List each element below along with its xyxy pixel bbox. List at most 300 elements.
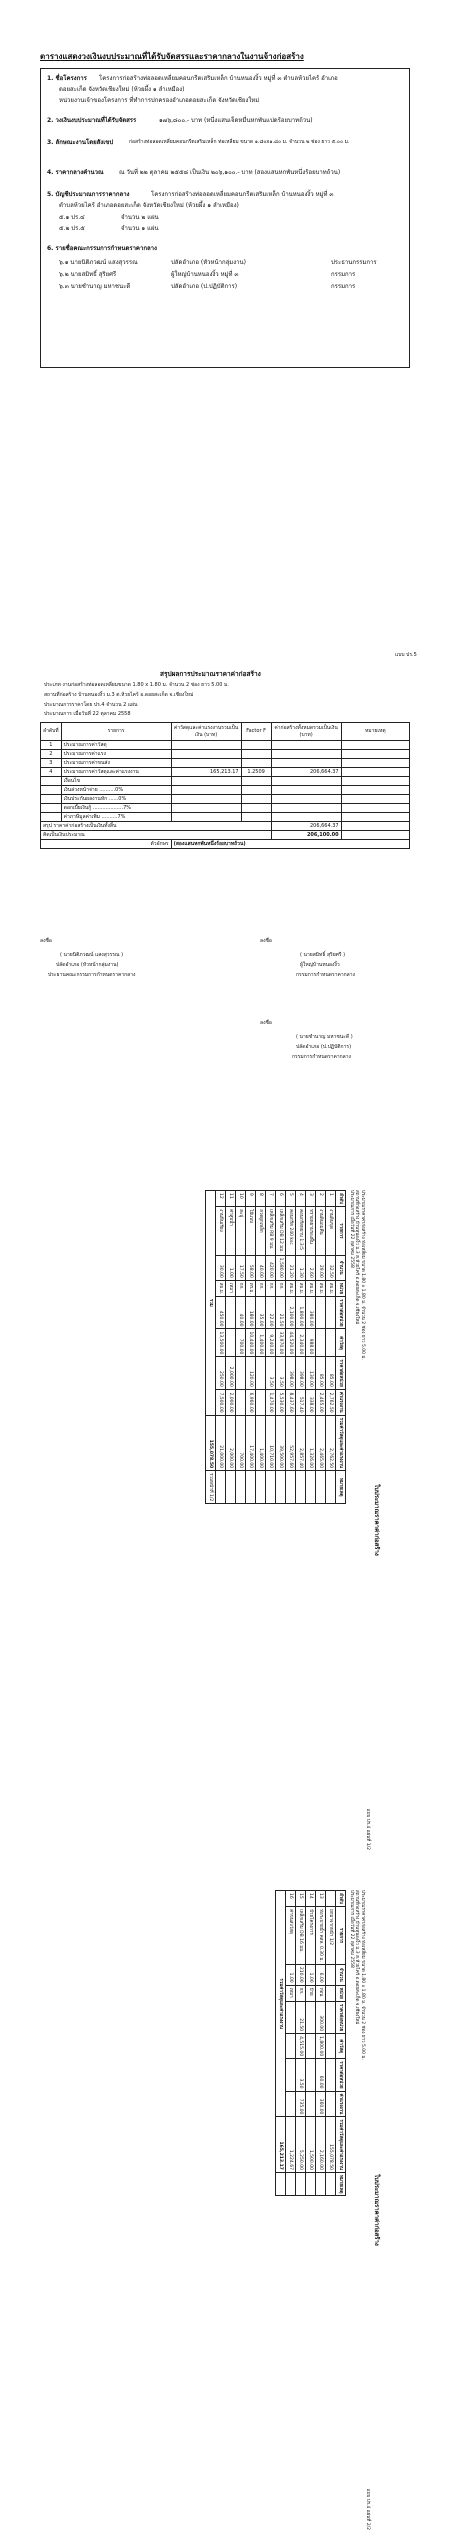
s1-text3: หน่วยงานเจ้าของโครงการ ที่ทำการปกครองอำเภอดอยสะเก็ด จังหวัดเชียงใหม่ [59,97,260,104]
table-cell [326,2091,336,2117]
sig1-name: ( นายนิติภวฒน์ แสงสุวรรณ ) [60,952,124,958]
table-cell [316,1297,326,1329]
s1-text: โครงการก่อสร้างท่อลอดเหลี่ยมคอนกรีตเสริมเหล็ก บ้านหนองงิ้ว หมู่ที่ ๓ ตำบลห้วยไคร้ อำเภอ [99,75,338,82]
table-cell: คอนกรีตหยาบ 1:3:5 [296,1207,306,1256]
header-cell: ราคาต่อหน่วย [336,1297,346,1329]
header-cell: ค่าแรงงาน [336,2091,346,2117]
table-cell: งานดินถมคืน [316,1207,326,1256]
table-cell: 8,437.60 [286,1389,296,1415]
table-cell: 5,250.00 [296,2117,306,2173]
table-cell: ลบ.ม. [306,1280,316,1296]
table-cell: 17,400.00 [246,1415,256,1471]
table-cell: 9,240.00 [266,1329,276,1357]
table-cell: ตร.ม. [246,1280,256,1296]
committee-2-position: กรรมการ [331,271,356,278]
estimate-header-1: ประมาณราคาค่าก่อสร้าง ท่อเหลี่ยม ขนาด 1.80 x 1.80 ม. จำนวน 2 ช่อง ยาว 5.00 ม. [359,1890,365,2060]
table-cell [306,2034,316,2059]
table-cell: 10,710.00 [266,1415,276,1471]
table-cell [326,1329,336,1357]
table-row [266,1191,276,1504]
table-cell: 700.00 [236,1415,246,1471]
header-cell: ค่าแรงงาน [336,1389,346,1415]
table-cell: ป้าย [306,1985,316,2001]
table-cell: 7 [266,1191,276,1207]
table-cell [246,1471,256,1504]
cell-note [341,750,409,759]
s5-b-count: จำนวน ๑ แผ่น [121,225,159,232]
table-cell [286,1471,296,1504]
estimate-header-2: สถานที่ก่อสร้าง บ้านหนองงิ้ว ม.3 ต.ห้วยไคร้ อ.ดอยสะเก็ด จ.เชียงใหม่ [354,1190,360,1325]
header-cell: ลำดับ [336,1891,346,1907]
table-cell: ลบ.ม. [316,1280,326,1296]
sig3-name: ( นายชำนาญ มหาชนะดี ) [296,1034,353,1040]
s4-text: ณ วันที่ ๒๒ ตุลาคม ๒๕๕๘ เป็นเงิน ๒๐๖,๑๐๐.- บาท (สองแสนหกพันหนึ่งร้อยบาทถ้วน) [119,169,341,176]
table-row [41,795,410,804]
sign-prefix: ลงชื่อ [260,1020,272,1026]
table-cell [256,1471,266,1504]
header-cell: หมายเหตุ [336,1471,346,1504]
table-header-row [336,1191,346,1504]
table-cell: 21.20 [286,1255,296,1280]
table-cell: 1.30 [296,1255,306,1280]
page-title: ตารางแสดงวงเงินงบประมาณที่ได้รับจัดสรรและราคากลางในงานจ้างก่อสร้าง [40,52,304,61]
word-label: ตัวอักษร [41,840,172,849]
table-cell: 2,762.50 [326,1389,336,1415]
committee-2-role: ผู้ใหญ่บ้านหนองงิ้ว หมู่ที่ ๓ [171,271,239,278]
table-cell [296,1471,306,1504]
table-cell: 1,800.00 [316,2034,326,2059]
table-cell: 3.50 [276,1357,286,1389]
table-cell: 398.00 [286,1357,296,1389]
s2-label: 2. วงเงินงบประมาณที่ได้รับจัดสรร [47,117,137,124]
estimate-header-1: ประมาณราคาค่าก่อสร้าง ท่อเหลี่ยม ขนาด 1.80 x 1.80 ม. จำนวน 2 ช่อง ยาว 5.00 ม. [359,1190,365,1360]
table-cell: 130.00 [306,1357,316,1389]
table-row [41,813,410,822]
table-cell: ยกมาจากหน้า 1/2 [326,1907,336,1965]
total-label: รวม [206,1191,216,1416]
cell-no: 2 [41,750,62,759]
table-cell: 40.00 [236,1297,246,1329]
committee-2-name: ๖.๒ นายสมิทธิ์ สุริยศรี [59,271,117,278]
sig3-role: ปลัดอำเภอ (ป.ปฏิบัติการ) [296,1044,352,1050]
table-cell [326,1985,336,2001]
table-cell: 17.50 [236,1255,246,1280]
table-cell: 300.00 [316,2001,326,2033]
table-cell [326,1964,336,1985]
table-cell: 988.00 [306,1329,316,1357]
s5-text: โครงการก่อสร้างท่อลอดเหลี่ยมคอนกรีตเสริมเหล็ก บ้านหนองงิ้ว หมู่ที่ ๓ [151,191,334,198]
table-cell: เหล็กเสริม DB 16 มม. [296,1907,306,1965]
cell-cost [171,759,241,768]
table-row [286,1191,296,1504]
table-cell: ทรายหยาบรองพื้น [306,1207,316,1256]
cell-factor: 1.2509 [241,768,271,777]
table-cell: 1 [326,1191,336,1207]
cell-no: 3 [41,759,62,768]
committee-1-name: ๖.๑ นายนิติภวฒน์ แสงสุวรรณ [59,259,138,266]
table-cell: 16 [286,1891,296,1907]
page-estimate-sheet-2 [0,1880,450,2546]
table-cell: 29.00 [316,1255,326,1280]
table-cell: 3.50 [266,1357,276,1389]
table-cell: ลบ.ม. [296,1280,306,1296]
table-cell: 12 [216,1191,226,1207]
table-cell: 3.50 [296,2059,306,2091]
summary-table [40,722,410,849]
committee-1-position: ประธานกรรมการ [331,259,377,266]
table-cell [256,1357,266,1389]
total-row [276,1891,286,2196]
header-cell: ค่าวัสดุและค่าแรงงานรวมเป็นเงิน (บาท) [171,723,241,741]
table-row [41,804,410,813]
table-cell: 5,530.00 [276,1389,286,1415]
estimate-header-2: สถานที่ก่อสร้าง บ้านหนองงิ้ว ม.3 ต.ห้วยไคร้ อ.ดอยสะเก็ด จ.เชียงใหม่ [354,1890,360,2025]
table-cell [236,1471,246,1504]
total-value: 155,078.50 [206,1415,216,1471]
s1-text2: ดอยสะเก็ด จังหวัดเชียงใหม่ (ห้วยผึ้ง ๑ ลำเหมือง) [59,86,185,93]
table-cell: 10,440.00 [246,1329,256,1357]
table-cell: 735.00 [296,2091,306,2117]
header-cell: ลำดับที่ [41,723,62,741]
summary-box [40,68,410,368]
table-cell: ท่อระบายน้ำ คสล. 0.30 ม. [316,1907,326,1965]
summary-line-1: ประเภท งานก่อสร้างท่อลอดเหลี่ยมขนาด 1.80 x 1.80 ม. จำนวน 2 ช่อง ยาว 5.00 ม. [44,682,229,688]
s4-label: 4. ราคากลางคำนวณ [47,169,104,176]
table-cell [326,2172,336,2196]
table-cell: 1.00 [286,1964,296,1985]
table-cell: 13,500.00 [216,1329,226,1357]
cell-cost [171,750,241,759]
word-value: (สองแสนหกพันหนึ่งร้อยบาทถ้วน) [171,840,409,849]
sum-value: 206,664.37 [271,822,341,831]
table-cell: 1,580.00 [276,1255,286,1280]
table-cell: ป้ายโครงการ [306,1907,316,1965]
sig1-role: ปลัดอำเภอ (หัวหน้ากลุ่มงาน) [56,962,119,968]
table-row [296,1191,306,1504]
table-cell: ตะปู [236,1207,246,1256]
estimate-table-2 [275,1890,346,2196]
table-cell: 21.50 [276,1297,286,1329]
table-cell: 180.00 [246,1297,256,1329]
header-cell: ราคาต่อหน่วย [336,2001,346,2033]
cell-total [271,741,341,750]
table-cell: 1,400.00 [256,1415,266,1471]
table-cell: ค่าสูบน้ำ [226,1207,236,1256]
header-cell: ราคาต่อหน่วย [336,1357,346,1389]
header-cell: รายการ [336,1907,346,1965]
header-cell: Factor F [241,723,271,741]
table-cell: 21.50 [296,2001,306,2033]
table-cell: 2,160.00 [316,2117,326,2173]
cell-factor [241,750,271,759]
cell-extra: เงินล่วงหน้าจ่าย ..........0% [61,786,171,795]
table-cell: 4 [296,1191,306,1207]
table-cell: 2 [316,1191,326,1207]
table-cell [216,1471,226,1504]
table-cell: 2,000.00 [226,1357,236,1389]
sign-prefix: ลงชื่อ [260,938,272,944]
table-cell [326,1471,336,1504]
table-cell: 15 [296,1891,306,1907]
table-cell [326,1297,336,1329]
summary-line-4: ประมาณการ เมื่อวันที่ 22 ตุลาคม 2558 [44,711,131,717]
table-cell [286,2034,296,2059]
table-cell: 1,326.00 [306,1415,316,1471]
table-cell: 420.00 [266,1255,276,1280]
table-cell: ลบ.ม. [286,1280,296,1296]
total-note: รวมหน้าที่ 1/2 [206,1471,216,1504]
table-row [316,1891,326,2196]
table-cell: 338.00 [306,1389,316,1415]
table-row [41,750,410,759]
table-cell [226,1329,236,1357]
cell-total [271,759,341,768]
table-cell [306,2059,316,2091]
table-cell: 2,857.40 [296,1415,306,1471]
table-row [41,741,410,750]
table-cell [316,2172,326,2196]
table-cell: งานหินเรียง [216,1207,226,1256]
s5-a-count: จำนวน ๒ แผ่น [121,214,159,221]
table-cell: 450.00 [216,1297,226,1329]
table-cell: 35.00 [256,1297,266,1329]
table-cell [286,2172,296,2196]
table-row [296,1891,306,2196]
cell-cost [171,741,241,750]
table-cell: 2,100.00 [286,1297,296,1329]
table-cell [296,2172,306,2196]
table-cell: 1,224.67 [286,2117,296,2173]
s5-text2: ตำบลห้วยไคร้ อำเภอดอยสะเก็ด จังหวัดเชียงใหม่ (ห้วยผึ้ง ๑ ลำเหมือง) [59,202,239,209]
total-row [206,1191,216,1504]
s3-label: 3. ลักษณะงานโดยสังเขป [47,139,114,146]
header-cell: จำนวน [336,1964,346,1985]
page-committee-summary [0,0,450,640]
table-cell: กก. [276,1280,286,1296]
sig1-position: ประธานคณะกรรมการกำหนดราคากลาง [48,972,136,978]
page-cost-summary [0,648,450,1168]
header-cell: หน่วย [336,1985,346,2001]
sig3-position: กรรมการกำหนดราคากลาง [292,1054,351,1060]
table-cell: กก. [296,1985,306,2001]
table-cell: กก. [236,1280,246,1296]
table-cell: 6,960.00 [246,1389,256,1415]
header-cell: หมายเหตุ [336,2172,346,2196]
header-cell: ค่าก่อสร้างทั้งหมดรวมเป็นเงิน (บาท) [271,723,341,741]
estimate-table-1 [205,1190,346,1504]
table-cell: 39,500.00 [276,1415,286,1471]
final-label: คิดเป็นเงินประมาณ [41,831,272,840]
table-cell [276,1471,286,1504]
table-row [286,1891,296,2196]
cell-total: 206,664.37 [271,768,341,777]
table-cell: 3 [306,1191,316,1207]
header-cell: จำนวน [336,1255,346,1280]
table-cell: 1,470.00 [266,1389,276,1415]
table-cell: 9 [246,1191,256,1207]
table-cell: 360.00 [316,2091,326,2117]
table-cell: ท่อน [316,1985,326,2001]
table-cell: 2,000.00 [226,1415,236,1471]
table-cell: เหมา [286,1985,296,2001]
table-cell: 1,400.00 [256,1329,266,1357]
committee-3-position: กรรมการ [331,283,356,290]
committee-1-role: ปลัดอำเภอ (หัวหน้ากลุ่มงาน) [171,259,246,266]
table-cell: 44,520.00 [286,1329,296,1357]
table-cell: 120.00 [246,1357,256,1389]
table-cell: เหมา [226,1280,236,1296]
table-row [41,840,410,849]
cell-extra: เงินประกันผลงานหัก ......0% [61,795,171,804]
table-cell [316,1329,326,1357]
table-cell: 2,000.00 [226,1389,236,1415]
cell-no: 1 [41,741,62,750]
header-cell: รายการ [61,723,171,741]
table-header-row [41,723,410,741]
table-row [41,831,410,840]
table-cell: 13 [316,1891,326,1907]
table-cell: 10 [236,1191,246,1207]
summary-line-3: ประมาณการราคาโดย ปร.4 จำนวน 2 แผ่น [44,702,138,708]
table-row [256,1191,266,1504]
header-cell: ค่าวัสดุ [336,1329,346,1357]
table-cell: 2.60 [306,1255,316,1280]
table-cell [286,2091,296,2117]
table-cell: 380.00 [306,1297,316,1329]
sign-prefix: ลงชื่อ [40,938,52,944]
cell-no: 4 [41,768,62,777]
table-cell: ค่าขนส่งวัสดุ [286,1907,296,1965]
sig2-name: ( นายสมิทธิ์ สุริยศรี ) [300,952,346,958]
estimate-sheet: แบบ ปร.4 แผ่นที่ 1/2 [365,1808,371,1850]
table-cell: ลวดผูกเหล็ก [256,1207,266,1256]
table-cell [306,2001,316,2033]
table-cell: 517.40 [296,1389,306,1415]
header-cell: ค่าวัสดุ [336,2034,346,2059]
table-cell: 2,762.50 [326,1415,336,1471]
table-cell: 2,340.00 [296,1329,306,1357]
table-cell: 1.00 [306,1964,316,1985]
table-row [316,1191,326,1504]
cell-item: ประมาณการค่าแรง [61,750,171,759]
table-row [41,768,410,777]
table-cell [326,2001,336,2033]
table-cell: 2,465.00 [316,1389,326,1415]
cell-note [341,759,409,768]
table-cell [326,1891,336,1907]
table-cell [236,1389,246,1415]
s3-text: ก่อสร้างท่อลอดเหลี่ยมคอนกรีตเสริมเหล็ก ท่อเหลี่ยม ขนาด ๑.๘๐x๑.๘๐ ม. จำนวน ๒ ช่อง ยาว ๕.๐๐ ม. [129,139,350,145]
committee-3-name: ๖.๓ นายชำนาญ มหาชนะดี [59,283,131,290]
rotated-estimate-2 [275,1890,380,2530]
table-cell: 21,000.00 [216,1415,226,1471]
table-cell: 5 [286,1191,296,1207]
table-cell: 210.00 [296,1964,306,1985]
table-row [41,777,410,786]
table-cell [266,1471,276,1504]
table-cell: 7,500.00 [216,1389,226,1415]
table-cell: 11 [226,1191,236,1207]
table-row [326,1891,336,2196]
table-cell: 1,500.00 [306,2117,316,2173]
table-header-row [336,1891,346,2196]
table-cell: กก. [256,1280,266,1296]
table-cell: 14 [306,1891,316,1907]
table-row [246,1191,256,1504]
sig2-role: ผู้ใหญ่บ้านหนองงิ้ว [300,962,340,968]
cell-cost: 165,213.17 [171,768,241,777]
table-cell: 33,970.00 [276,1329,286,1357]
cell-extra: ดอกเบี้ยเงินกู้ ...................7% [61,804,171,813]
table-cell: 85.00 [326,1357,336,1389]
estimate-sheet: แบบ ปร.4 แผ่นที่ 2/2 [365,2488,371,2530]
table-row [41,822,410,831]
sheet-label: แบบ ปร.5 [395,652,417,658]
table-row [41,759,410,768]
table-cell [326,2059,336,2091]
table-cell: 30.00 [216,1255,226,1280]
table-cell: 398.00 [296,1357,306,1389]
cell-extra: เงื่อนไข [61,777,171,786]
s1-label: 1. ชื่อโครงการ [47,75,87,82]
estimate-header-3: ประมาณการ เมื่อวันที่ 22 ตุลาคม 2558 [348,1890,354,1968]
table-cell: 58.00 [246,1255,256,1280]
table-cell: ลบ.ม. [326,1280,336,1296]
table-cell: งานดินขุด [326,1207,336,1256]
table-cell: 8 [256,1191,266,1207]
final-value: 206,100.00 [271,831,341,840]
header-cell: หมายเหตุ [341,723,409,741]
s2-text: ๑๗๖,๘๐๐.- บาท (หนึ่งแสนเจ็ดหมื่นหกพันแปดร้อยบาทถ้วน) [159,117,313,124]
table-row [306,1891,316,2196]
cell-factor [241,741,271,750]
cell-note [341,741,409,750]
table-cell [316,1471,326,1504]
header-cell: รวมค่าวัสดุและค่าแรงงาน [336,1415,346,1471]
s5-label: 5. บัญชีประมาณการราคากลาง [47,191,130,198]
table-cell [286,2001,296,2033]
table-row [276,1191,286,1504]
cell-note [341,768,409,777]
header-cell: รวมค่าวัสดุและค่าแรงงาน [336,2117,346,2173]
summary-title: สรุปผลการประมาณราคาค่าก่อสร้าง [160,670,261,678]
s5-a: ๕.๑ ปร.๔ [59,214,85,221]
s5-b: ๕.๒ ปร.๕ [59,225,85,232]
table-cell: 52,957.60 [286,1415,296,1471]
table-cell: ไม้แบบ [246,1207,256,1256]
total-note [276,2172,286,2196]
estimate-title: ใบประมาณราคาค่าก่อสร้าง [373,1484,380,1556]
table-cell: 32.50 [326,1255,336,1280]
table-cell: 155,078.50 [326,2117,336,2173]
sum-label: สรุป ราคาค่าก่อสร้างเป็นเงินทั้งสิ้น [41,822,272,831]
header-cell: รายการ [336,1207,346,1256]
sig2-position: กรรมการกำหนดราคากลาง [296,972,355,978]
table-row [41,786,410,795]
table-cell: กก. [266,1280,276,1296]
table-cell: คอนกรีต 240 ksc [286,1207,296,1256]
table-row [226,1191,236,1504]
table-row [306,1191,316,1504]
header-cell: ลำดับ [336,1191,346,1207]
cell-factor [241,759,271,768]
table-cell: เหล็กเสริม RB 9 มม. [266,1207,276,1256]
cell-extra: ค่าภาษีมูลค่าเพิ่ม ..........7% [61,813,171,822]
estimate-header-3: ประมาณการ เมื่อวันที่ 22 ตุลาคม 2558 [348,1190,354,1268]
table-cell: 1,800.00 [296,1297,306,1329]
table-cell: ลบ.ม. [216,1280,226,1296]
table-cell: 85.00 [316,1357,326,1389]
